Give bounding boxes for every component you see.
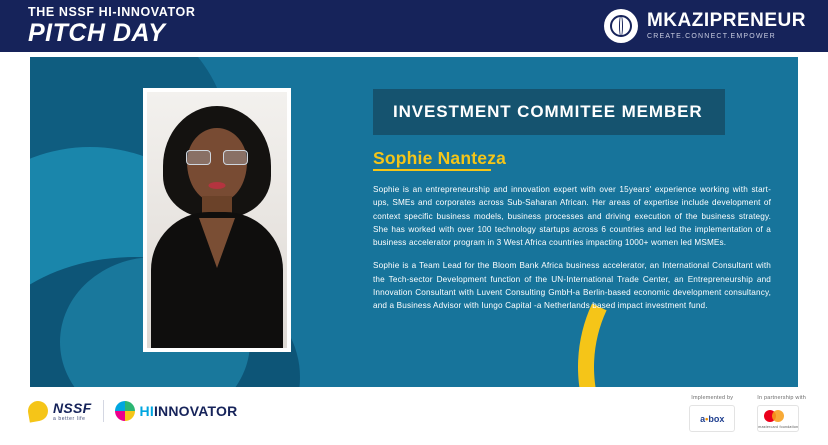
event-branding bbox=[28, 6, 195, 46]
page-header bbox=[0, 0, 828, 52]
page-footer bbox=[0, 389, 828, 445]
bio-paragraph: Sophie is an entrepreneurship and innovation expert with over 15years' experience working with start-ups, SMEs and corporates across Sub-Saharan African. Her areas of expertise include development of context specific business models, business processes and driving execution of the business strategy. She has worked with over 100 technology startups across 6 countries and led the implementation of a business accelerator program in 3 West Africa countries impacting 1000+ women led MSMEs. bbox=[373, 185, 771, 248]
nssf-mark-icon bbox=[26, 399, 49, 422]
sponsor-tagline: CREATE.CONNECT.EMPOWER bbox=[646, 33, 776, 41]
abox-logo: a • box bbox=[689, 405, 735, 432]
mastercard-circle-orange-icon bbox=[772, 410, 784, 422]
mastercard-logo-text: mastercard foundation bbox=[758, 425, 799, 429]
portrait-frame bbox=[143, 88, 291, 352]
partnership-caption: In partnership with bbox=[757, 395, 806, 401]
hi-innovator-mark-icon bbox=[115, 401, 135, 421]
event-subtitle: THE NSSF HI-INNOVATOR bbox=[28, 5, 196, 20]
implemented-by-caption: Implemented by bbox=[691, 395, 734, 401]
profile-card bbox=[30, 57, 798, 387]
mastercard-foundation-logo bbox=[757, 405, 799, 432]
nssf-logo bbox=[28, 401, 92, 422]
role-title-box bbox=[373, 89, 725, 135]
partnership-block bbox=[757, 395, 806, 432]
hi-innovator-name: INNOVATOR bbox=[153, 403, 238, 419]
footer-logos-right bbox=[689, 395, 806, 432]
implemented-by-block bbox=[689, 395, 735, 432]
sponsor-branding bbox=[604, 9, 806, 43]
sponsor-text bbox=[647, 11, 806, 40]
glasses-icon bbox=[186, 150, 248, 165]
nssf-logo-text bbox=[53, 401, 92, 422]
portrait-face bbox=[187, 128, 247, 202]
footer-divider bbox=[103, 400, 104, 422]
nssf-tagline: a better life bbox=[53, 415, 86, 422]
portrait-lips bbox=[209, 182, 226, 189]
footer-logos-left bbox=[28, 400, 237, 422]
event-title: PITCH DAY bbox=[28, 18, 166, 47]
bio-paragraph: Sophie is a Team Lead for the Bloom Bank Africa business accelerator, an International Consultant with the Tech-sector Development function of the UN-International Trade Center, an Entrepreneurship and Innovation Consultant with Luvent Consulting GmbH-a Berlin-based economic development consultancy, and a Business Advisor with Iungo Capital -a Netherlands based impact investment fund. bbox=[373, 261, 771, 311]
role-title: INVESTMENT COMMITEE MEMBER bbox=[393, 102, 703, 121]
globe-icon bbox=[604, 9, 638, 43]
person-name: Sophie Nanteza bbox=[373, 148, 507, 168]
hi-innovator-text bbox=[140, 403, 238, 419]
biography bbox=[373, 183, 771, 313]
name-underline bbox=[373, 169, 491, 171]
nssf-name: NSSF bbox=[53, 399, 92, 416]
hi-prefix: HI bbox=[139, 403, 154, 419]
sponsor-name: MKAZIPRENEUR bbox=[646, 10, 806, 32]
hi-innovator-logo bbox=[115, 401, 238, 421]
portrait-photo bbox=[147, 92, 287, 348]
